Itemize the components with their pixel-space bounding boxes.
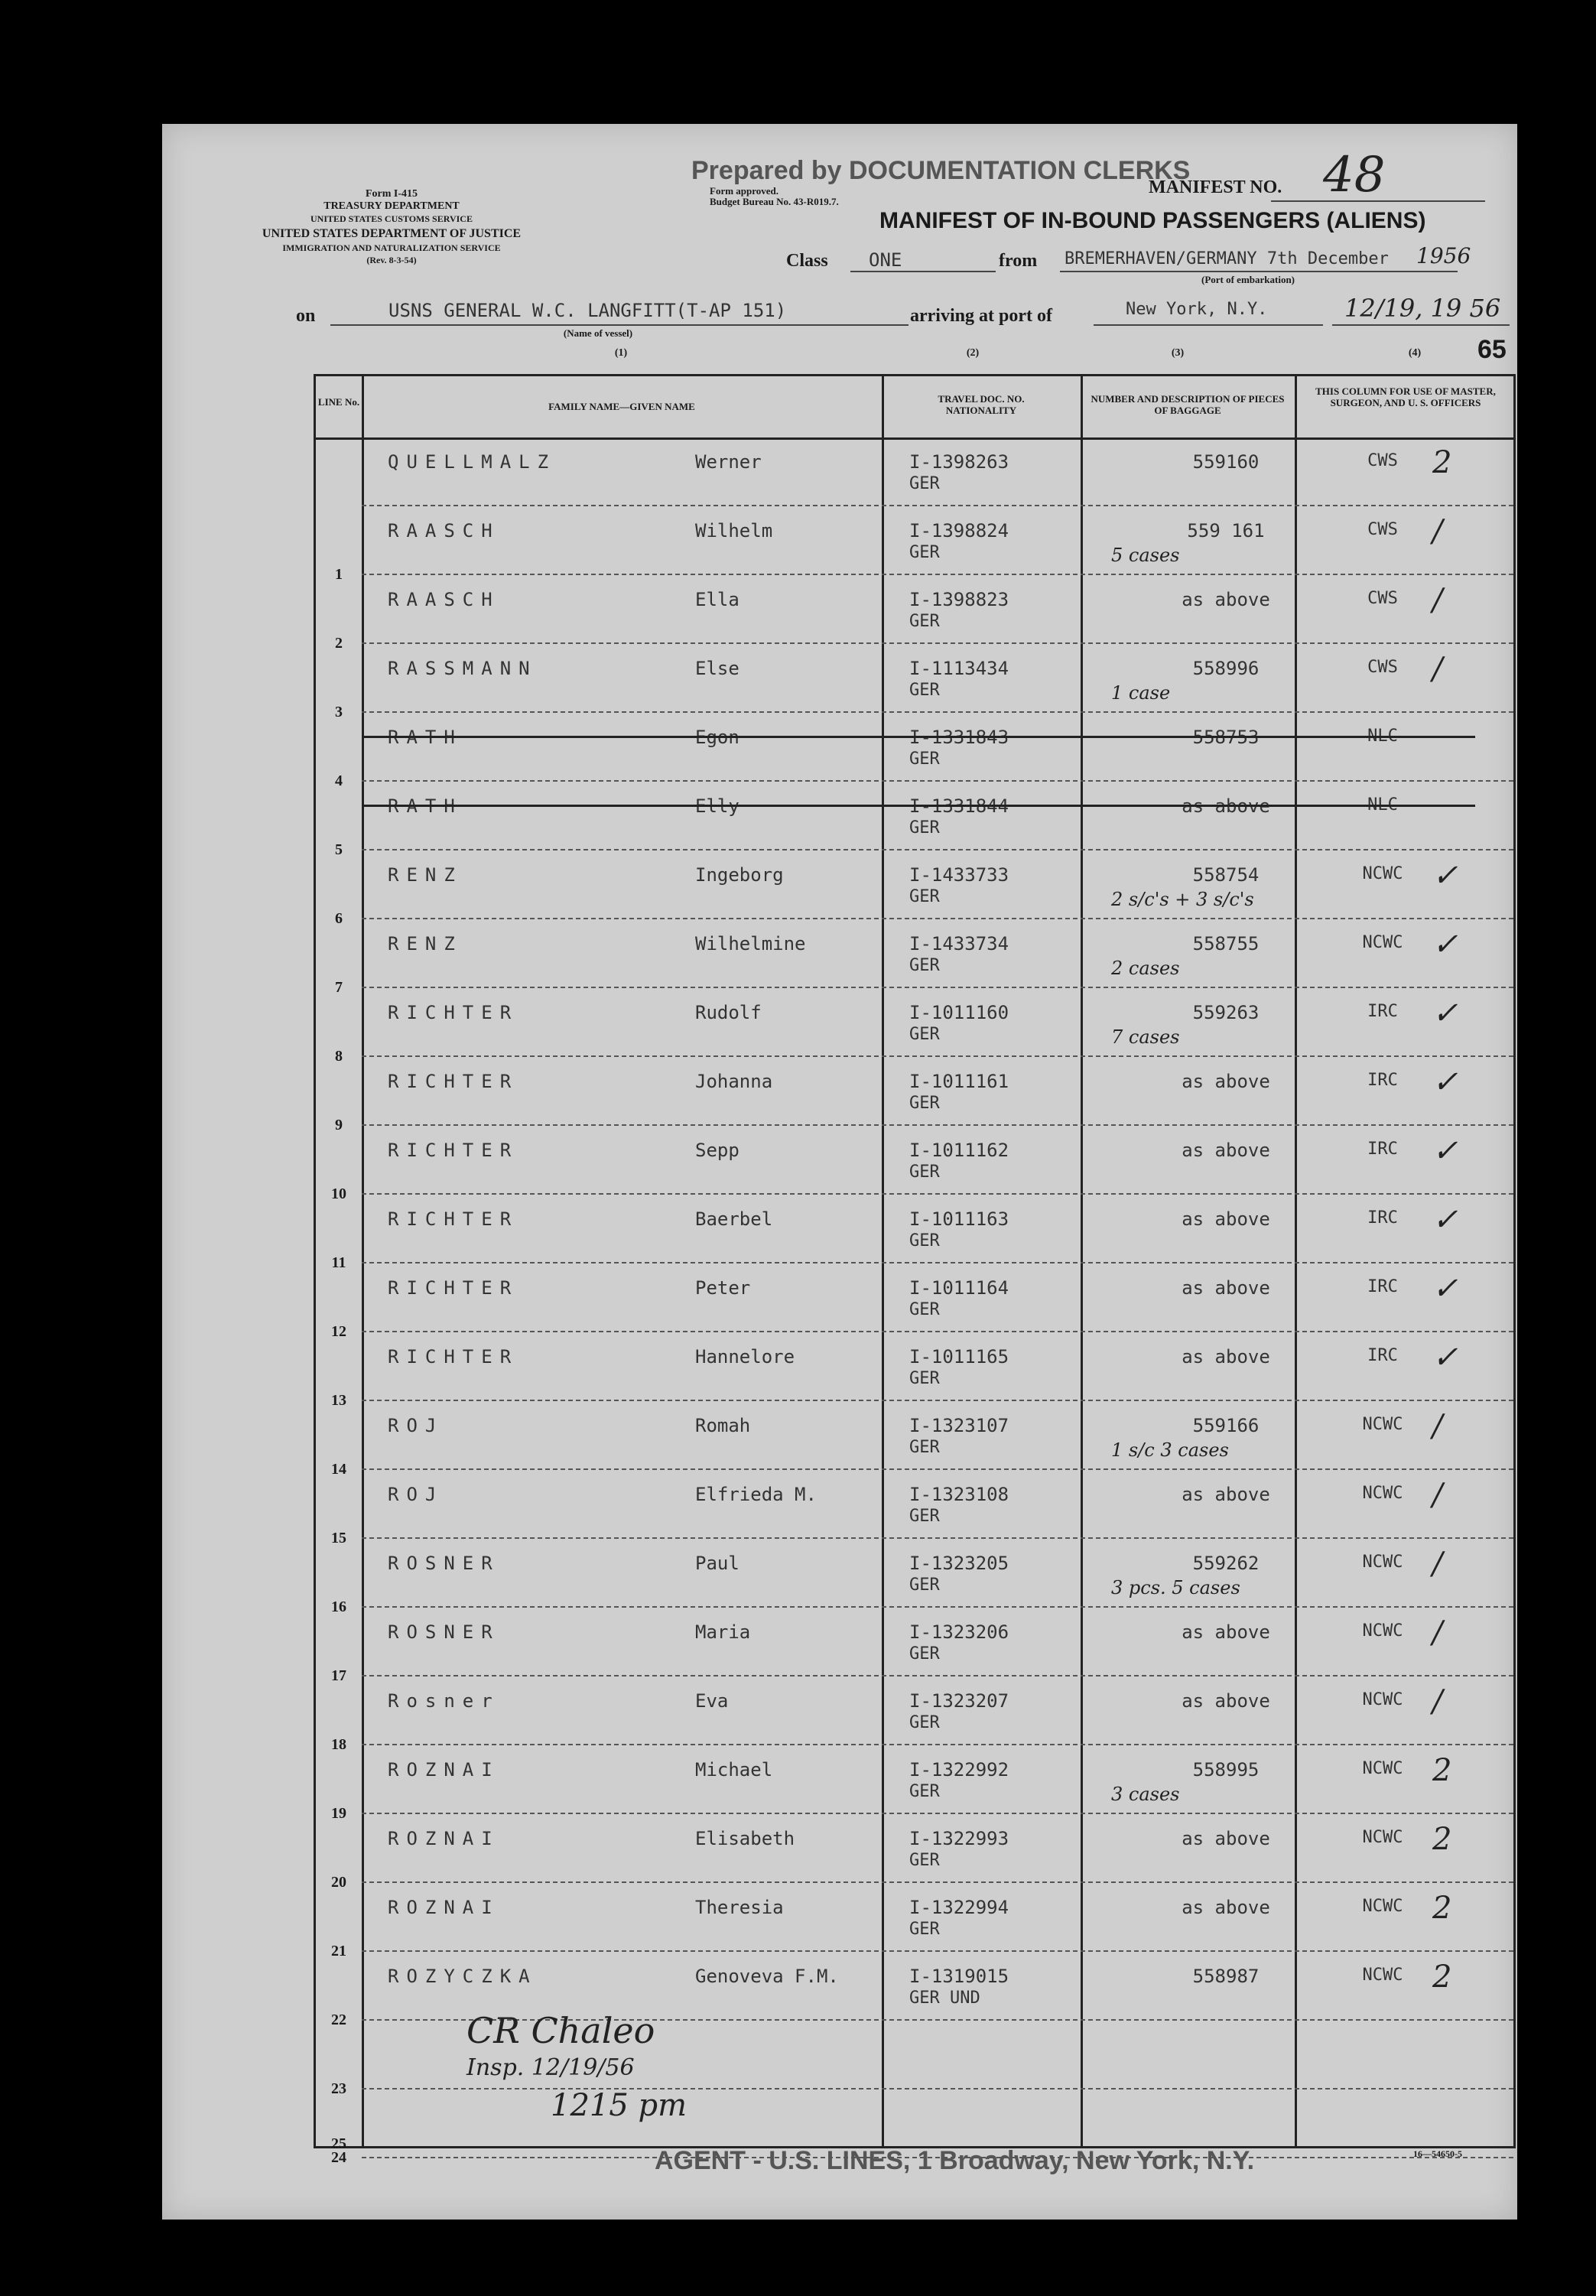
given-name: Theresia bbox=[695, 1897, 784, 1918]
row-number: 8 bbox=[335, 1048, 343, 1065]
table-row bbox=[316, 1057, 1513, 1133]
inspector-time: 1215 pm bbox=[551, 2088, 687, 2123]
baggage: 558995 bbox=[1192, 1759, 1260, 1781]
travel-doc-no: I-1011162 bbox=[909, 1140, 1009, 1161]
nationality: GER bbox=[909, 1300, 940, 1319]
family-name: RENZ bbox=[388, 933, 463, 954]
baggage: 559 161 bbox=[1187, 520, 1265, 541]
baggage: as above bbox=[1182, 1140, 1270, 1161]
travel-doc-no: I-1323207 bbox=[909, 1690, 1009, 1712]
baggage: as above bbox=[1182, 1071, 1270, 1092]
nationality: GER bbox=[909, 1231, 940, 1250]
nationality: GER bbox=[909, 1576, 940, 1595]
officer-code: IRC bbox=[1367, 1140, 1398, 1159]
officer-code: NLC bbox=[1367, 727, 1398, 746]
nationality: GER bbox=[909, 956, 940, 975]
baggage: as above bbox=[1182, 795, 1270, 817]
col-num-1: (1) bbox=[614, 347, 628, 359]
page-number: 65 bbox=[1477, 335, 1507, 364]
nationality: GER bbox=[909, 818, 940, 837]
baggage-note: 1 s/c 3 cases bbox=[1111, 1439, 1229, 1461]
officer-mark: / bbox=[1432, 1409, 1443, 1444]
family-name: RAASCH bbox=[388, 520, 500, 541]
manifest-title: MANIFEST OF IN-BOUND PASSENGERS (ALIENS) bbox=[879, 208, 1426, 233]
manifest-no: 48 bbox=[1323, 147, 1386, 203]
given-name: Elly bbox=[695, 795, 739, 817]
nationality: GER bbox=[909, 543, 940, 562]
baggage-note: 7 cases bbox=[1111, 1026, 1180, 1048]
travel-doc-no: I-1011160 bbox=[909, 1002, 1009, 1023]
officer-code: NCWC bbox=[1362, 933, 1403, 952]
officer-code: NCWC bbox=[1362, 864, 1403, 883]
row-number: 22 bbox=[331, 2011, 346, 2028]
given-name: Egon bbox=[695, 727, 739, 748]
rev-date: (Rev. 8-3-54) bbox=[366, 255, 417, 265]
prepared-by-stamp: Prepared by DOCUMENTATION CLERKS bbox=[691, 156, 1191, 185]
dept-justice: UNITED STATES DEPARTMENT OF JUSTICE bbox=[262, 227, 522, 240]
nationality: GER bbox=[909, 1782, 940, 1801]
table-row bbox=[316, 850, 1513, 927]
baggage: as above bbox=[1182, 1277, 1270, 1299]
officer-mark: / bbox=[1432, 652, 1443, 687]
given-name: Hannelore bbox=[695, 1346, 795, 1368]
family-name: ROZNAI bbox=[388, 1897, 500, 1918]
officer-code: CWS bbox=[1367, 658, 1398, 677]
given-name: Rudolf bbox=[695, 1002, 762, 1023]
from-label: from bbox=[999, 251, 1038, 271]
table-row bbox=[316, 1676, 1513, 1753]
baggage: as above bbox=[1182, 1828, 1270, 1849]
officer-mark: ✓ bbox=[1432, 1271, 1458, 1306]
family-name: RASSMANN bbox=[388, 658, 538, 679]
officer-mark: / bbox=[1432, 1684, 1443, 1719]
baggage: 558755 bbox=[1192, 933, 1260, 954]
table-row bbox=[316, 713, 1513, 789]
agent-stamp: AGENT - U.S. LINES, 1 Broadway, New York, N.Y. bbox=[655, 2146, 1255, 2175]
given-name: Michael bbox=[695, 1759, 773, 1781]
given-name: Maria bbox=[695, 1621, 751, 1643]
vessel-caption: (Name of vessel) bbox=[563, 327, 633, 339]
family-name: RICHTER bbox=[388, 1277, 519, 1299]
nationality: GER bbox=[909, 1094, 940, 1113]
baggage: as above bbox=[1182, 1208, 1270, 1230]
row-number: 19 bbox=[331, 1805, 346, 1822]
family-name: ROZNAI bbox=[388, 1759, 500, 1781]
row-number: 4 bbox=[335, 772, 343, 789]
travel-doc-no: I-1319015 bbox=[909, 1966, 1009, 1987]
officer-code: NCWC bbox=[1362, 1897, 1403, 1916]
travel-doc-no: I-1322993 bbox=[909, 1828, 1009, 1849]
baggage: 558753 bbox=[1192, 727, 1260, 748]
table-row bbox=[316, 1401, 1513, 1478]
officer-mark: 2 bbox=[1432, 1753, 1452, 1788]
officer-code: NLC bbox=[1367, 795, 1398, 815]
last-row-number: 25 bbox=[331, 2135, 346, 2152]
officer-mark: / bbox=[1432, 1546, 1443, 1582]
officer-code: IRC bbox=[1367, 1208, 1398, 1228]
col-num-3: (3) bbox=[1171, 347, 1185, 359]
baggage-note: 2 s/c's + 3 s/c's bbox=[1111, 889, 1254, 910]
officer-code: NCWC bbox=[1362, 1690, 1403, 1709]
travel-doc-no: I-1113434 bbox=[909, 658, 1009, 679]
col-header-line: LINE No. bbox=[317, 396, 360, 408]
row-number: 16 bbox=[331, 1598, 346, 1615]
officer-code: NCWC bbox=[1362, 1415, 1403, 1434]
officer-code: IRC bbox=[1367, 1002, 1398, 1021]
travel-doc-no: I-1011165 bbox=[909, 1346, 1009, 1368]
table-row bbox=[316, 1126, 1513, 1202]
baggage-note: 1 case bbox=[1111, 682, 1171, 704]
officer-mark: ✓ bbox=[1432, 1133, 1458, 1169]
vessel-name: USNS GENERAL W.C. LANGFITT(T-AP 151) bbox=[388, 300, 787, 321]
baggage: 559166 bbox=[1192, 1415, 1260, 1436]
family-name: RATH bbox=[388, 727, 463, 748]
class-label: Class bbox=[786, 251, 828, 271]
form-approved: Form approved. bbox=[710, 185, 779, 197]
budget-bureau: Budget Bureau No. 43-R019.7. bbox=[710, 196, 839, 207]
baggage-note: 3 pcs. 5 cases bbox=[1111, 1577, 1240, 1598]
baggage: as above bbox=[1182, 1690, 1270, 1712]
table-row bbox=[316, 919, 1513, 996]
customs-service: UNITED STATES CUSTOMS SERVICE bbox=[310, 213, 473, 224]
officer-code: IRC bbox=[1367, 1346, 1398, 1365]
row-number: 12 bbox=[331, 1323, 346, 1340]
officer-mark: ✓ bbox=[1432, 1065, 1458, 1100]
baggage: 558754 bbox=[1192, 864, 1260, 886]
officer-mark: ✓ bbox=[1432, 1340, 1458, 1375]
nationality: GER bbox=[909, 887, 940, 906]
family-name: QUELLMALZ bbox=[388, 451, 557, 473]
row-number: 20 bbox=[331, 1874, 346, 1891]
nationality: GER bbox=[909, 1851, 940, 1870]
form-id: Form I-415 bbox=[365, 188, 418, 200]
travel-doc-no: I-1323205 bbox=[909, 1553, 1009, 1574]
given-name: Werner bbox=[695, 451, 762, 473]
travel-doc-no: I-1433733 bbox=[909, 864, 1009, 886]
officer-mark: / bbox=[1432, 583, 1443, 618]
officer-mark: / bbox=[1432, 514, 1443, 549]
officer-code: IRC bbox=[1367, 1277, 1398, 1296]
nationality: GER bbox=[909, 1369, 940, 1388]
baggage: 559263 bbox=[1192, 1002, 1260, 1023]
officer-mark: / bbox=[1432, 1478, 1443, 1513]
row-number: 14 bbox=[331, 1461, 346, 1478]
family-name: RICHTER bbox=[388, 1002, 519, 1023]
baggage-note: 5 cases bbox=[1111, 545, 1180, 566]
given-name: Wilhelmine bbox=[695, 933, 806, 954]
col-header-baggage: NUMBER AND DESCRIPTION OF PIECES OF BAGGAGE bbox=[1091, 393, 1285, 416]
baggage: 559262 bbox=[1192, 1553, 1260, 1574]
on-label: on bbox=[296, 306, 316, 326]
family-name: RATH bbox=[388, 795, 463, 817]
table-row bbox=[316, 1745, 1513, 1822]
form-code: 16—54650-5 bbox=[1413, 2148, 1462, 2159]
given-name: Baerbel bbox=[695, 1208, 773, 1230]
table-row bbox=[316, 1332, 1513, 1409]
nationality: GER bbox=[909, 1920, 940, 1939]
baggage: as above bbox=[1182, 1484, 1270, 1505]
family-name: RICHTER bbox=[388, 1071, 519, 1092]
nationality: GER bbox=[909, 474, 940, 493]
officer-code: NCWC bbox=[1362, 1621, 1403, 1641]
col-num-2: (2) bbox=[966, 347, 980, 359]
travel-doc-no: I-1331844 bbox=[909, 795, 1009, 817]
row-number: 6 bbox=[335, 910, 343, 927]
table-row bbox=[316, 1263, 1513, 1340]
officer-code: NCWC bbox=[1362, 1484, 1403, 1503]
table-row bbox=[316, 575, 1513, 652]
baggage-note: 3 cases bbox=[1111, 1784, 1180, 1805]
family-name: RICHTER bbox=[388, 1208, 519, 1230]
travel-doc-no: I-1011164 bbox=[909, 1277, 1009, 1299]
table-row bbox=[316, 1470, 1513, 1546]
given-name: Eva bbox=[695, 1690, 729, 1712]
given-name: Else bbox=[695, 658, 739, 679]
officer-mark: ✓ bbox=[1432, 858, 1458, 893]
nationality: GER bbox=[909, 1507, 940, 1526]
officer-mark: / bbox=[1432, 1615, 1443, 1650]
given-name: Peter bbox=[695, 1277, 751, 1299]
baggage: as above bbox=[1182, 1346, 1270, 1368]
given-name: Paul bbox=[695, 1553, 739, 1574]
travel-doc-no: I-1398824 bbox=[909, 520, 1009, 541]
row-number: 23 bbox=[331, 2080, 346, 2097]
row-number: 7 bbox=[335, 979, 343, 996]
officer-mark: 2 bbox=[1432, 445, 1452, 480]
arrival-port: New York, N.Y. bbox=[1126, 300, 1268, 319]
nationality: GER bbox=[909, 1025, 940, 1044]
baggage-note: 2 cases bbox=[1111, 958, 1180, 979]
class-value: ONE bbox=[869, 249, 902, 271]
nationality: GER bbox=[909, 1163, 940, 1182]
travel-doc-no: I-1011163 bbox=[909, 1208, 1009, 1230]
officer-mark: 2 bbox=[1432, 1891, 1452, 1926]
row-number: 2 bbox=[335, 635, 343, 652]
travel-doc-no: I-1433734 bbox=[909, 933, 1009, 954]
travel-doc-no: I-1323108 bbox=[909, 1484, 1009, 1505]
officer-code: CWS bbox=[1367, 589, 1398, 608]
row-number: 13 bbox=[331, 1392, 346, 1409]
table-row bbox=[316, 506, 1513, 583]
travel-doc-no: I-1331843 bbox=[909, 727, 1009, 748]
family-name: ROZYCZKA bbox=[388, 1966, 538, 1987]
baggage: 558996 bbox=[1192, 658, 1260, 679]
given-name: Ella bbox=[695, 589, 739, 610]
travel-doc-no: I-1398823 bbox=[909, 589, 1009, 610]
table-row bbox=[316, 437, 1513, 506]
officer-mark: ✓ bbox=[1432, 927, 1458, 962]
nationality: GER bbox=[909, 1644, 940, 1663]
given-name: Wilhelm bbox=[695, 520, 773, 541]
from-value: BREMERHAVEN/GERMANY 7th December bbox=[1065, 249, 1389, 268]
nationality: GER bbox=[909, 750, 940, 769]
row-number: 3 bbox=[335, 704, 343, 720]
manifest-no-label: MANIFEST NO. bbox=[1149, 177, 1282, 197]
officer-code: NCWC bbox=[1362, 1553, 1403, 1572]
family-name: ROJ bbox=[388, 1415, 444, 1436]
baggage: as above bbox=[1182, 1897, 1270, 1918]
row-number: 10 bbox=[331, 1185, 346, 1202]
given-name: Ingeborg bbox=[695, 864, 784, 886]
row-number: 21 bbox=[331, 1943, 346, 1959]
officer-code: IRC bbox=[1367, 1071, 1398, 1090]
baggage: as above bbox=[1182, 1621, 1270, 1643]
col-num-4: (4) bbox=[1408, 347, 1422, 359]
given-name: Genoveva F.M. bbox=[695, 1966, 839, 1987]
row-number: 9 bbox=[335, 1117, 343, 1133]
given-name: Elfrieda M. bbox=[695, 1484, 817, 1505]
arriving-label: arriving at port of bbox=[910, 306, 1052, 326]
nationality: GER bbox=[909, 612, 940, 631]
baggage: 559160 bbox=[1192, 451, 1260, 473]
officer-code: NCWC bbox=[1362, 1828, 1403, 1847]
officer-code: CWS bbox=[1367, 520, 1398, 539]
row-number: 17 bbox=[331, 1667, 346, 1684]
row-number: 5 bbox=[335, 841, 343, 858]
row-number: 24 bbox=[331, 2149, 346, 2166]
table-row bbox=[316, 1814, 1513, 1891]
officer-mark: ✓ bbox=[1432, 996, 1458, 1031]
officer-mark: 2 bbox=[1432, 1959, 1452, 1995]
officer-mark: ✓ bbox=[1432, 1202, 1458, 1237]
baggage: as above bbox=[1182, 589, 1270, 610]
inspector-signature: CR Chaleo bbox=[466, 2010, 655, 2051]
travel-doc-no: I-1011161 bbox=[909, 1071, 1009, 1092]
nationality: GER bbox=[909, 681, 940, 700]
given-name: Elisabeth bbox=[695, 1828, 795, 1849]
port-embark-caption: (Port of embarkation) bbox=[1201, 274, 1295, 285]
table-row bbox=[316, 1195, 1513, 1271]
baggage: 558987 bbox=[1192, 1966, 1260, 1987]
arrival-date: 12/19, 19 56 bbox=[1344, 294, 1501, 323]
row-number: 15 bbox=[331, 1530, 346, 1546]
row-number: 11 bbox=[331, 1254, 346, 1271]
officer-code: NCWC bbox=[1362, 1966, 1403, 1985]
ins: IMMIGRATION AND NATURALIZATION SERVICE bbox=[282, 242, 501, 253]
nationality: GER bbox=[909, 1713, 940, 1732]
travel-doc-no: I-1322994 bbox=[909, 1897, 1009, 1918]
strike-through-line bbox=[362, 805, 1475, 807]
given-name: Romah bbox=[695, 1415, 751, 1436]
family-name: RICHTER bbox=[388, 1346, 519, 1368]
inspector-date: Insp. 12/19/56 bbox=[466, 2054, 635, 2081]
family-name: ROJ bbox=[388, 1484, 444, 1505]
table-row bbox=[316, 1608, 1513, 1684]
officer-code: CWS bbox=[1367, 451, 1398, 470]
family-name: ROSNER bbox=[388, 1553, 500, 1574]
table-row bbox=[316, 782, 1513, 858]
nationality: GER bbox=[909, 1438, 940, 1457]
table-row bbox=[316, 988, 1513, 1065]
dept-treasury: TREASURY DEPARTMENT bbox=[323, 200, 460, 212]
table-row bbox=[316, 1539, 1513, 1615]
col-header-doc: TRAVEL DOC. NO. NATIONALITY bbox=[938, 393, 1025, 416]
col-header-name: FAMILY NAME—GIVEN NAME bbox=[548, 401, 695, 412]
col-header-officers: THIS COLUMN FOR USE OF MASTER, SURGEON, AND U. S. OFFICERS bbox=[1315, 385, 1496, 408]
family-name: RAASCH bbox=[388, 589, 500, 610]
table-row bbox=[316, 1883, 1513, 1959]
family-name: ROSNER bbox=[388, 1621, 500, 1643]
travel-doc-no: I-1398263 bbox=[909, 451, 1009, 473]
given-name: Sepp bbox=[695, 1140, 739, 1161]
family-name: RENZ bbox=[388, 864, 463, 886]
family-name: ROZNAI bbox=[388, 1828, 500, 1849]
row-number: 18 bbox=[331, 1736, 346, 1753]
row-number: 1 bbox=[335, 566, 343, 583]
travel-doc-no: I-1323107 bbox=[909, 1415, 1009, 1436]
family-name: RICHTER bbox=[388, 1140, 519, 1161]
strike-through-line bbox=[362, 736, 1475, 738]
family-name: Rosner bbox=[388, 1690, 500, 1712]
nationality: GER UND bbox=[909, 1989, 980, 2008]
travel-doc-no: I-1323206 bbox=[909, 1621, 1009, 1643]
given-name: Johanna bbox=[695, 1071, 773, 1092]
officer-code: NCWC bbox=[1362, 1759, 1403, 1778]
officer-mark: 2 bbox=[1432, 1822, 1452, 1857]
travel-doc-no: I-1322992 bbox=[909, 1759, 1009, 1781]
table-row bbox=[316, 644, 1513, 720]
from-year: 1956 bbox=[1416, 243, 1471, 268]
